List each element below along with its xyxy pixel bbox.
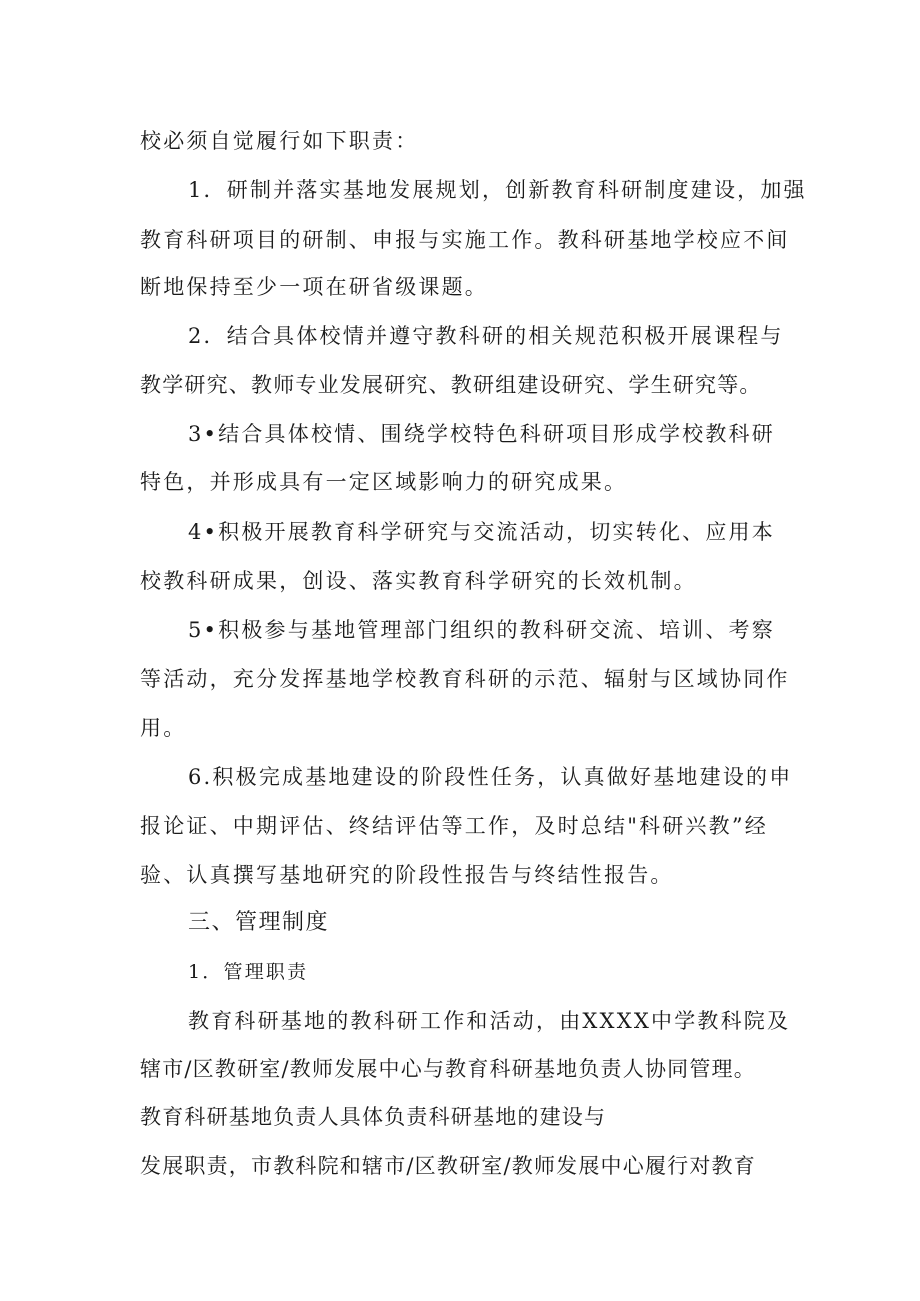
text-line: 校必须自觉履行如下职责： [140, 129, 419, 153]
duty-item-2-line: 2．结合具体校情并遵守教科研的相关规范积极开展课程与 [188, 324, 784, 348]
text-line: 教育科研基地的教科研工作和活动，由XXXX中学教科院及 [188, 1009, 791, 1033]
duty-item-3-line: 3•结合具体校情、围绕学校特色科研项目形成学校教科研 [188, 422, 775, 446]
section-heading: 三、管理制度 [188, 910, 330, 935]
subsection-heading: 1．管理职责 [188, 961, 309, 983]
duty-item-4-line: 4•积极开展教育科学研究与交流活动，切实转化、应用本 [188, 520, 775, 544]
text-line: 断地保持至少一项在研省级课题。 [140, 275, 488, 299]
text-line: 教育科研项目的研制、申报与实施工作。教科研基地学校应不间 [140, 228, 790, 252]
duty-item-1-line: 1．研制并落实基地发展规划，创新教育科研制度建设，加强 [188, 178, 807, 202]
text-line: 辖市/区教研室/教师发展中心与教育科研基地负责人协同管理。 [140, 1057, 756, 1081]
text-line: 验、认真撰写基地研究的阶段性报告与终结性报告。 [140, 863, 674, 887]
text-line: 教学研究、教师专业发展研究、教研组建设研究、学生研究等。 [140, 373, 762, 397]
text-line: 用。 [140, 716, 187, 740]
text-line: 报论证、中期评估、终结评估等工作，及时总结"科研兴教”经 [140, 814, 768, 838]
text-line: 特色，并形成具有一定区域影响力的研究成果。 [140, 470, 628, 494]
duty-item-5-line: 5•积极参与基地管理部门组织的教科研交流、培训、考察 [188, 618, 775, 642]
text-line: 校教科研成果，创设、落实教育科学研究的长效机制。 [140, 569, 697, 593]
duty-item-6-line: 6.积极完成基地建设的阶段性任务，认真做好基地建设的申 [188, 765, 793, 789]
text-line: 等活动，充分发挥基地学校教育科研的示范、辐射与区域协同作 [140, 667, 790, 691]
text-line: 发展职责，市教科院和辖市/区教研室/教师发展中心履行对教育 [140, 1154, 756, 1178]
text-line: 教育科研基地负责人具体负责科研基地的建设与 [140, 1105, 607, 1129]
